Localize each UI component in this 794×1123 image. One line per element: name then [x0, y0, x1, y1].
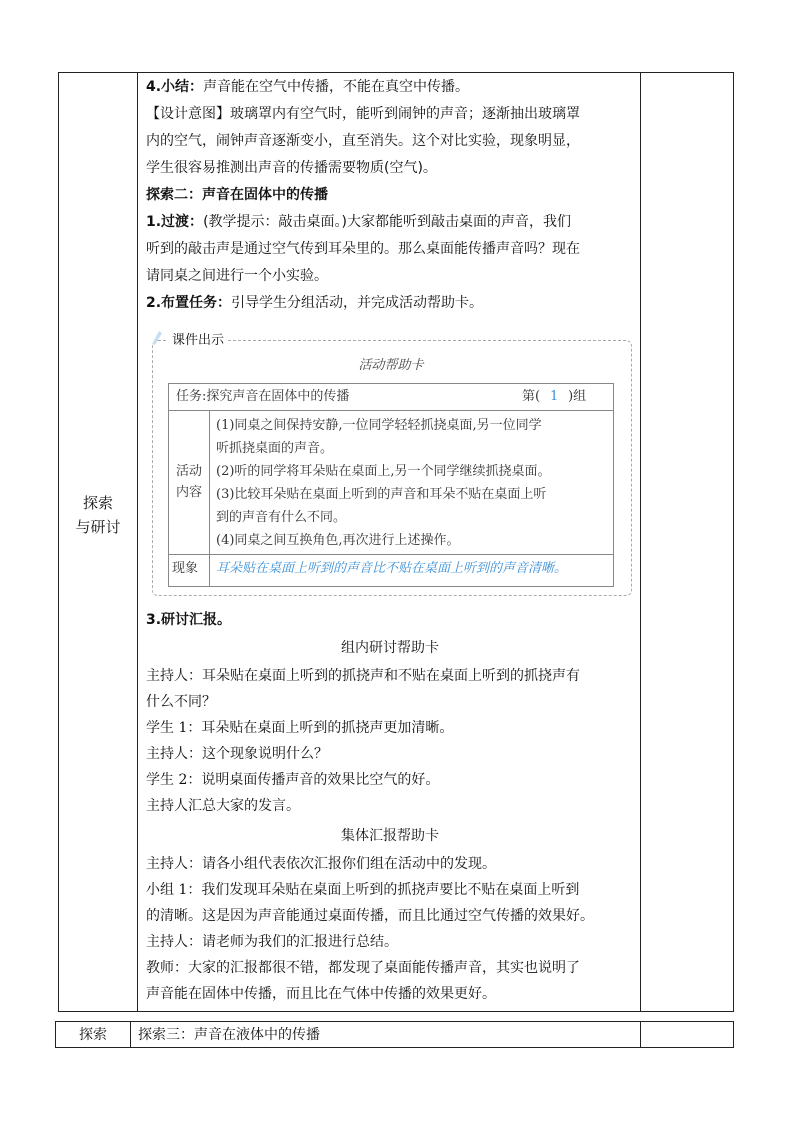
- courseware-task-text: 探究声音在固体中的传播: [206, 389, 350, 404]
- transition-line-1: [146, 212, 571, 232]
- content-line-3: (2)听的同学将耳朵贴在桌面上,另一个同学继续抓挠桌面。: [216, 464, 551, 479]
- conclusion-label: 4.小结：: [146, 79, 204, 95]
- courseware-title: 活动帮助卡: [358, 358, 424, 373]
- table2-bottom-border: [55, 1047, 734, 1048]
- design-intent-line-3: 学生很容易推测出声音的传播需要物质(空气)。: [146, 160, 437, 176]
- table1-top-border: [58, 72, 734, 73]
- group-number: 1: [549, 389, 559, 404]
- content-line-1: (1)同桌之间保持安静,一位同学轻轻抓挠桌面,另一位同学: [216, 418, 542, 433]
- group-card-line-5: 学生 2：说明桌面传播声音的效果比空气的好。: [146, 772, 440, 788]
- collective-card-line-3: 的清晰。这是因为声音能通过桌面传播，而且比通过空气传播的效果好。: [146, 908, 594, 924]
- table1-col-divider-2: [640, 72, 641, 1012]
- transition-line-3: 请同桌之间进行一个小实验。: [146, 268, 328, 284]
- transition-label: 1.过渡：: [146, 214, 204, 230]
- content-line-4: (3)比较耳朵贴在桌面上听到的声音和耳朵不贴在桌面上听: [216, 487, 547, 502]
- table1-col-divider-1: [137, 72, 138, 1012]
- table2-right-border: [733, 1021, 734, 1048]
- table2-top-border: [55, 1021, 734, 1022]
- table1-left-border: [58, 72, 59, 1012]
- group-card-line-3: 学生 1：耳朵贴在桌面上听到的抓挠声更加清晰。: [146, 720, 454, 736]
- courseware-tag: 课件出示: [168, 333, 228, 349]
- design-intent-line-1: 【设计意图】玻璃罩内有空气时，能听到闹钟的声音；逐渐抽出玻璃罩: [146, 106, 580, 122]
- left-cell-line-2: 与研讨: [75, 518, 121, 536]
- report-heading: 3.研讨汇报。: [146, 612, 232, 628]
- task-assign-label: 2.布置任务：: [146, 295, 232, 311]
- courseware-row-divider-2: [168, 554, 613, 555]
- courseware-task-label: 任务:: [176, 389, 207, 404]
- group-card-title: 组内研讨帮助卡: [341, 640, 439, 656]
- left-cell-line-1: 探索: [82, 494, 113, 512]
- courseware-task-row: [176, 387, 349, 407]
- phenomenon-text: 耳朵贴在桌面上听到的声音比不贴在桌面上听到的声音清晰。: [216, 561, 568, 576]
- table2-col-divider-1: [130, 1021, 131, 1048]
- content-line-6: (4)同桌之间互换角色,再次进行上述操作。: [216, 533, 460, 548]
- group-card-line-6: 主持人汇总大家的发言。: [146, 798, 300, 814]
- content-label-line-1: 活动: [175, 464, 202, 479]
- content-label-line-2: 内容: [175, 485, 202, 500]
- collective-card-line-1: 主持人：请各小组代表依次汇报你们组在活动中的发现。: [146, 856, 496, 872]
- group-prefix: 第(: [522, 389, 541, 404]
- transition-text-1: (教学提示：敲击桌面。)大家都能听到敲击桌面的声音，我们: [203, 214, 571, 230]
- transition-line-2: 听到的敲击声是通过空气传到耳朵里的。那么桌面能传播声音吗？现在: [146, 241, 580, 257]
- task-assign-line: [146, 293, 483, 313]
- courseware-tag-icon: [150, 328, 168, 346]
- design-intent-line-2: 内的空气，闹钟声音逐渐变小，直至消失。这个对比实验，现象明显，: [146, 133, 580, 149]
- table2-col-divider-2: [640, 1021, 641, 1048]
- task-assign-text: 引导学生分组活动，并完成活动帮助卡。: [231, 295, 484, 311]
- collective-card-line-6: 声音能在固体中传播，而且比在气体中传播的效果更好。: [146, 986, 496, 1002]
- table2-left-cell: 探索: [79, 1027, 107, 1043]
- courseware-group-field: [522, 387, 586, 407]
- collective-card-line-4: 主持人：请老师为我们的汇报进行总结。: [146, 934, 398, 950]
- courseware-row-divider-1: [168, 410, 613, 411]
- collective-card-line-5: 教师：大家的汇报都很不错，都发现了桌面能传播声音，其实也说明了: [146, 960, 580, 976]
- explore2-heading: 探索二：声音在固体中的传播: [146, 187, 328, 203]
- group-card-line-2: 什么不同？: [146, 694, 216, 710]
- content-line-2: 听抓挠桌面的声音。: [216, 441, 334, 456]
- courseware-col-divider: [209, 410, 210, 586]
- group-suffix: )组: [568, 389, 587, 404]
- table2-heading: 探索三：声音在液体中的传播: [138, 1027, 320, 1043]
- collective-card-line-2: 小组 1：我们发现耳朵贴在桌面上听到的抓挠声要比不贴在桌面上听到: [146, 882, 580, 898]
- table1-left-cell: [59, 491, 137, 539]
- table1-bottom-border: [58, 1011, 734, 1012]
- collective-card-title: 集体汇报帮助卡: [341, 828, 439, 844]
- courseware-content-label: [170, 461, 208, 503]
- group-card-line-4: 主持人：这个现象说明什么？: [146, 746, 328, 762]
- content-line-5: 到的声音有什么不同。: [216, 510, 347, 525]
- phenomenon-label: 现象: [172, 561, 199, 576]
- conclusion-line: [146, 77, 469, 97]
- group-card-line-1: 主持人：耳朵贴在桌面上听到的抓挠声和不贴在桌面上听到的抓挠声有: [146, 668, 580, 684]
- conclusion-text: 声音能在空气中传播，不能在真空中传播。: [203, 79, 470, 95]
- table1-right-border: [733, 72, 734, 1012]
- courseware-content-list: [216, 414, 551, 552]
